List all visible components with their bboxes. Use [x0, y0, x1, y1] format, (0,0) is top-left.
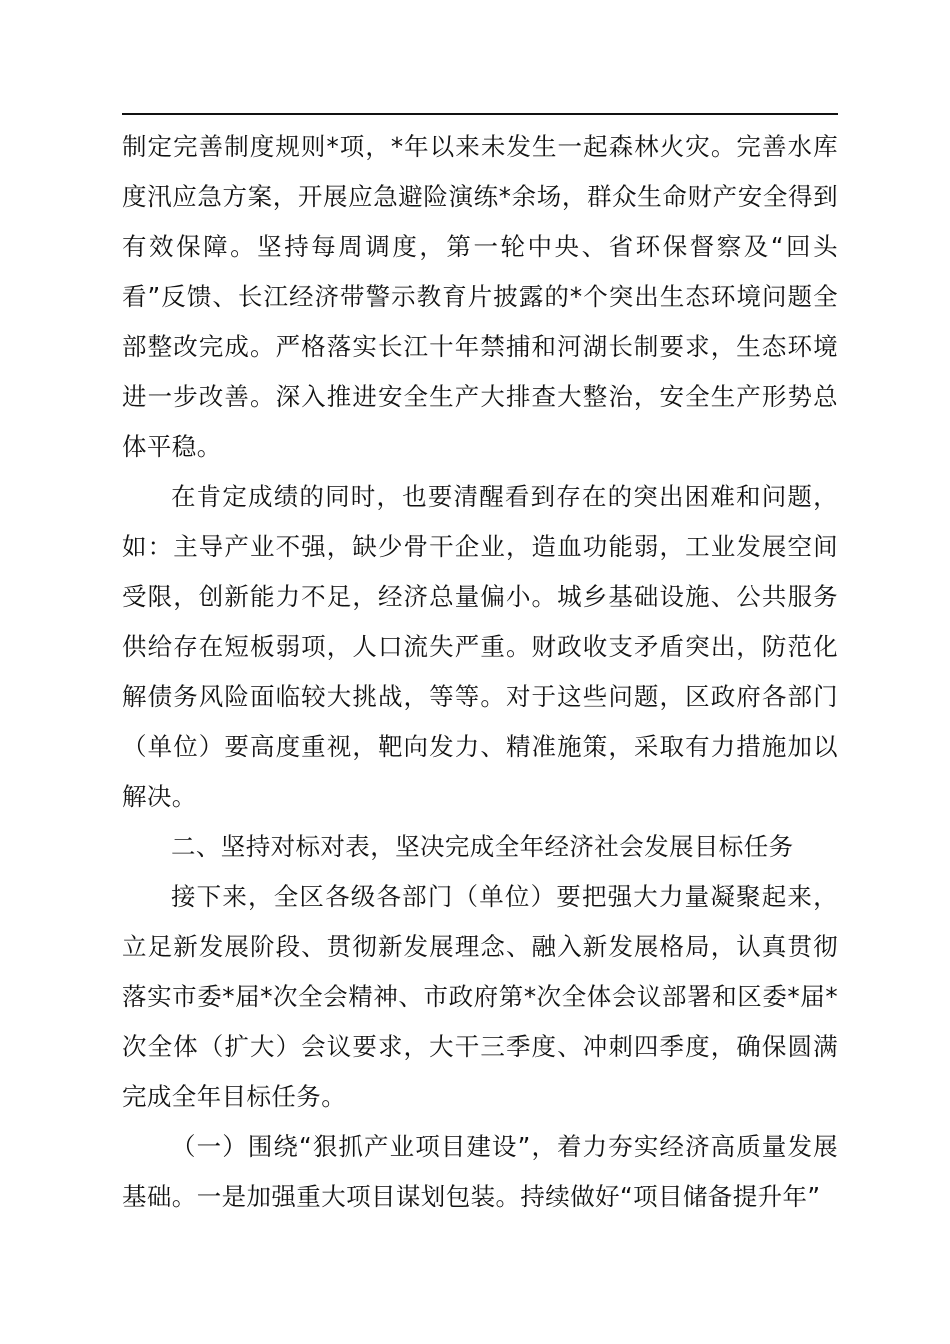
paragraph-problems: 在肯定成绩的同时，也要清醒看到存在的突出困难和问题，如：主导产业不强，缺少骨干企业，造血功能弱，工业发展空间受限，创新能力不足，经济总量偏小。城乡基础设施、公共服务供给存在短板弱项，人口流失严重。财政收支矛盾突出，防范化解债务风险面临较大挑战，等等。对于这些问题，区政府各部门（单位）要高度重视，靶向发力、精准施策，采取有力措施加以解决。	[122, 482, 838, 811]
paragraph-next-steps: 接下来，全区各级各部门（单位）要把强大力量凝聚起来，立足新发展阶段、贯彻新发展理念、融入新发展格局，认真贯彻落实市委*届*次全会精神、市政府第*次全体会议部署和区委*届*次全体（扩大）会议要求，大干三季度、冲刺四季度，确保圆满完成全年目标任务。	[122, 882, 838, 1111]
section-heading-2: 二、坚持对标对表，坚决完成全年经济社会发展目标任务	[171, 832, 794, 861]
paragraph-continuation: 制定完善制度规则*项，*年以来未发生一起森林火灾。完善水库度汛应急方案，开展应急避险演练*余场，群众生命财产安全得到有效保障。坚持每周调度，第一轮中央、省环保督察及“回头看”反馈、长江经济带警示教育片披露的*个突出生态环境问题全部整改完成。严格落实长江十年禁捕和河湖长制要求，生态环境进一步改善。深入推进安全生产大排查大整治，安全生产形势总体平稳。	[122, 132, 838, 461]
paragraph-subsection-1: （一）围绕“狠抓产业项目建设”，着力夯实经济高质量发展基础。一是加强重大项目谋划包装。持续做好“项目储备提升年”	[122, 1132, 838, 1211]
header-rule	[122, 113, 838, 115]
document-body	[122, 122, 838, 1222]
